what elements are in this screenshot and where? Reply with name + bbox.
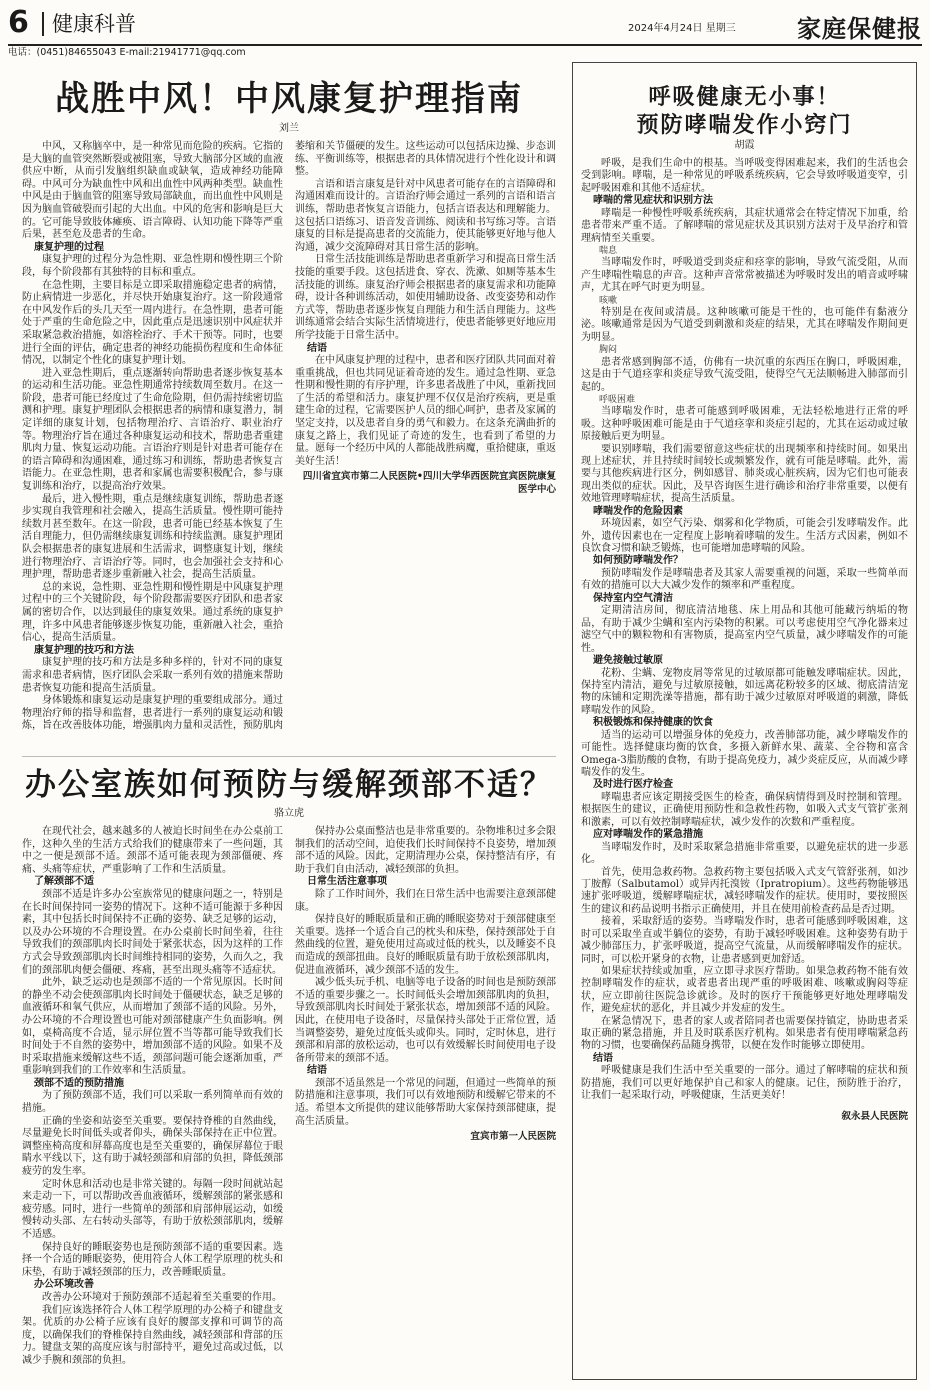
subheading: 结语	[307, 342, 327, 354]
paragraph: 颈部不适虽然是一个常见的问题，但通过一些简单的预防措施和注意事项，我们可以有效地预防和缓解它带来的不适。希望本文所提供的建议能够帮助大家保持颈部健康，提高生活质量。	[295, 1077, 556, 1127]
paragraph: 正确的坐姿和站姿至关重要。要保持脊椎的自然曲线，尽量避免长时间低头或者仰头，确保头部保持在正中位置。调整座椅高度和屏幕高度也是至关重要的，确保屏幕位于眼睛水平线以下，这有助于减轻颈部和肩部的负担，降低颈部疲劳的发生率。	[22, 1115, 283, 1178]
masthead	[8, 6, 922, 44]
author-affiliation: 叙永县人民医院	[841, 1110, 908, 1122]
paragraph: 在中风康复护理的过程中，患者和医疗团队共同面对着重重挑战，但也共同见证着奇迹的发生。通过急性期、亚急性期和慢性期的有序护理，许多患者战胜了中风，重新找回了生活的希望和活力。康复护理不仅仅是治疗疾病，更是重建生命的过程，它需要医护人员的细心呵护，患者及家属的坚定支持，以及患者自身的勇气和毅力。在这条充满曲折的康复之路上，我们见证了奇迹的发生，也看到了希望的力量。愿每一个经历中风的人都能战胜病魔，重拾健康，重返美好生活！	[295, 355, 556, 467]
article-neck-discomfort	[22, 756, 556, 1376]
paragraph: 为了预防颈部不适，我们可以采取一系列简单而有效的措施。	[22, 1090, 283, 1115]
title-line-1: 呼吸健康无小事！	[648, 84, 841, 110]
paragraph: 要识别哮喘，我们需要留意这些症状的出现频率和持续时间。如果出现上述症状，并且持续时间较长或频繁发作，就有可能是哮喘。此外，需要与其他疾病进行区分，例如感冒、肺炎或心脏疾病，因为它们也可能表现出类似的症状。因此，及早咨询医生进行确诊和治疗非常重要，以便有效地管理哮喘症状，提高生活质量。	[581, 443, 908, 505]
contact-line: 电话：(0451)84655043 E-mail:21941771@qq.com	[8, 44, 922, 58]
subheading: 应对哮喘发作的紧急措施	[593, 829, 703, 841]
paragraph: 言语和语言康复是针对中风患者可能存在的言语障碍和沟通困难而设计的。言语治疗师会通过一系列的言语和语言训练，帮助患者恢复言语能力，包括言语表达和理解能力。这包括口语练习、语音发音训练、阅读和书写练习等。言语康复的目标是提高患者的交流能力，使其能够更好地与他人沟通，减少交流障碍对其日常生活的影响。	[295, 178, 556, 253]
paragraph: 预防哮喘发作是哮喘患者及其家人需要重视的问题，采取一些简单而有效的措施可以大大减少发作的频率和严重程度。	[581, 567, 908, 592]
article-body	[581, 158, 908, 1123]
symptom-subheading: 喘息	[599, 246, 618, 257]
paragraph: 进入亚急性期后，重点逐渐转向帮助患者逐步恢复基本的运动和生活功能。亚急性期通常持续数周至数月。在这一阶段，患者可能已经度过了生命危险期，但仍需持续密切监测和护理。康复护理团队会根据患者的病情和康复潜力，制定详细的康复计划，包括物理治疗、言语治疗、职业治疗等。物理治疗旨在通过各种康复运动和技术，帮助患者重建肌肉力量、恢复运动功能。言语治疗则是针对患者可能存在的语言障碍和沟通困难，通过练习和训练，帮助患者恢复言语能力。在亚急性期，患者和家属也需要积极配合，参与康复训练和治疗，以提高治疗效果。	[22, 367, 283, 493]
article-title: 战胜中风！中风康复护理指南	[55, 79, 523, 119]
title-line-2: 预防哮喘发作小窍门	[636, 112, 853, 138]
paragraph: 花粉、尘螨、宠物皮屑等常见的过敏原都可能触发哮喘症状。因此，保持室内清洁，避免与过敏原接触，如远离花粉较多的区域、彻底清洁宠物的床铺和定期洗澡等措施，都有助于减少过敏原对呼吸道的刺激，降低哮喘发作的风险。	[581, 667, 908, 716]
paragraph: 当哮喘发作时，患者可能感到呼吸困难，无法轻松地进行正常的呼吸。这种呼吸困难可能是由于气道痉挛和炎症引起的，尤其在运动或过敏原接触后更为明显。	[581, 406, 908, 443]
paragraph: 中风，又称脑卒中，是一种常见而危险的疾病。它指的是大脑的血管突然断裂或被阻塞，导致大脑部分区域的血液供应中断，从而引发脑组织缺血或缺氧，造成神经功能障碍。中风可分为缺血性中风和出血性中风两种类型。缺血性中风是由于脑血管的阻塞导致局部缺血，而出血性中风则是因为脑血管破裂而引起的大出血。中风的危害和影响是巨大的。它可能导致肢体瘫痪、语言障碍、认知功能下降等严重后果，甚至危及患者的生命。	[22, 141, 283, 241]
paragraph: 呼吸，是我们生命中的根基。当呼吸变得困难起来，我们的生活也会受到影响。哮喘，是一种常见的呼吸系统疾病，它会导致呼吸道变窄，引起呼吸困难和其他不适症状。	[581, 158, 908, 194]
author-affiliation: 四川省宜宾市第二人民医院•四川大学华西医院宜宾医院康复医学中心	[302, 471, 556, 496]
subheading: 康复护理的过程	[34, 241, 104, 253]
article-stroke-rehab	[22, 76, 556, 730]
article-author: 骆立虎	[274, 808, 304, 819]
subheading: 哮喘的常见症状和识别方法	[593, 195, 713, 207]
paragraph: 当哮喘发作时，及时采取紧急措施非常重要，以避免症状的进一步恶化。	[581, 841, 908, 866]
article-asthma	[572, 62, 917, 1380]
article-title	[581, 83, 908, 139]
symptom-subheading: 咳嗽	[599, 295, 618, 306]
paragraph: 呼吸健康是我们生活中至关重要的一部分。通过了解哮喘的症状和预防措施，我们可以更好地保护自己和家人的健康。记住，预防胜于治疗，让我们一起采取行动，呼吸健康，生活更美好！	[581, 1065, 908, 1102]
paragraph: 康复护理的技巧和方法是多种多样的，针对不同的康复需求和患者病情，医疗团队会采取一系列有效的措施来帮助患者恢复功能和提高生活质量。	[22, 657, 283, 694]
article-body	[22, 826, 556, 1382]
symptom-subheading: 胸闷	[599, 345, 618, 356]
paragraph: 颈部不适是许多办公室族常见的健康问题之一，特别是在长时间保持同一姿势的情况下。这种不适可能源于多种因素，其中包括长时间保持不正确的姿势、缺乏足够的运动，以及办公环境的不合理设置。在办公桌前长时间坐着，往往导致我们的颈部肌肉长时间处于紧张状态，因为这样的工作方式会导致颈部肌肉长时间维持相同的姿势，久而久之，我们的颈部肌肉便会僵硬、疼痛，甚至出现头痛等不适症状。	[22, 888, 283, 976]
symptom-subheading: 呼吸困难	[599, 394, 636, 405]
paragraph: 首先，使用急救药物。急救药物主要包括吸入式支气管舒张剂，如沙丁胺醇（Salbutamol）或异丙托溴铵（Ipratropium）。这些药物能够迅速扩张呼吸道，缓解哮喘症状，减轻哮喘发作的症状。使用时，要按照医生的建议和药品说明书指示正确使用，并且在使用前检查药品是否过期。	[581, 866, 908, 915]
paragraph: 改善办公环境对于预防颈部不适起着至关重要的作用。	[42, 1291, 282, 1303]
paragraph: 保持良好的睡眠姿势也是预防颈部不适的重要因素。选择一个合适的睡眠姿势，使用符合人体工程学原理的枕头和床垫，有助于减轻颈部的压力，改善睡眠质量。	[22, 1241, 283, 1278]
newspaper-name: 家庭保健报	[797, 15, 922, 43]
subheading: 办公环境改善	[34, 1279, 94, 1291]
subheading: 结语	[307, 1065, 327, 1077]
paragraph: 定时休息和活动也是非常关键的。每隔一段时间就站起来走动一下，可以帮助改善血液循环，缓解颈部的紧张感和疲劳感。同时，进行一些简单的颈部和肩部伸展运动，如缓慢转动头部、左右转动头部等，有助于放松颈部肌肉，缓解不适感。	[22, 1178, 283, 1240]
paragraph: 在现代社会，越来越多的人被迫长时间坐在办公桌前工作，这种久坐的生活方式给我们的健康带来了一些问题，其中之一便是颈部不适。颈部不适可能表现为颈部僵硬、疼痛、头痛等症状，严重影响了工作和生活质量。	[22, 826, 283, 875]
paragraph: 保持办公桌面整洁也是非常重要的。杂物堆积过多会限制我们的活动空间，迫使我们长时间保持不良姿势，增加颈部不适的风险。因此，定期清理办公桌，保持整洁有序，有助于我们自由活动，减轻颈部的负担。	[295, 826, 556, 875]
paragraph: 总的来说，急性期、亚急性期和慢性期是中风康复护理过程中的三个关键阶段，每个阶段都需要医疗团队和患者家属的密切合作，以达到最佳的康复效果。通过系统的康复护理，许多中风患者能够逐步恢复功能，重新融入社会，重拾信心，提高生活质量。	[22, 581, 283, 644]
paragraph: 日常生活技能训练是帮助患者重新学习和提高日常生活技能的重要手段。这包括进食、穿衣、洗漱、如厕等基本生活技能的训练。康复治疗师会根据患者的康复需求和功能障碍，设计各种训练活动，如使用辅助设备、改变姿势和动作方式等，帮助患者逐步恢复自理能力和生活自理能力。这些训练通常会结合实际生活情境进行，使患者能够更好地应用所学技能于日常生活中。	[295, 254, 556, 341]
page-number: 6	[8, 5, 29, 40]
paragraph: 最后，进入慢性期，重点是继续康复训练，帮助患者逐步实现自我管理和社会融入，提高生活质量。慢性期可能持续数月甚至数年。在这一阶段，患者可能已经基本恢复了生活自理能力，但仍需继续康复训练和持续监测。康复护理团队会根据患者的康复进展和生活需求，调整康复计划，继续进行物理治疗、言语治疗等。同时，也会加强社会支持和心理护理，帮助患者逐步重新融入社会，提高生活质量。	[22, 493, 283, 581]
subheading: 康复护理的技巧和方法	[34, 644, 134, 656]
article-title: 办公室族如何预防与缓解颈部不适？	[25, 767, 553, 803]
subheading: 了解颈部不适	[34, 876, 94, 888]
paragraph: 减少低头玩手机、电脑等电子设备的时间也是预防颈部不适的重要步骤之一。长时间低头会增加颈部肌肉的负担，导致颈部肌肉长时间处于紧张状态，增加颈部不适的风险。因此，在使用电子设备时，尽量保持头部处于正常位置，适当调整姿势，避免过度低头或仰头。同时，定时休息，进行颈部和肩部的放松运动，也可以有效缓解长时间使用电子设备所带来的颈部不适。	[295, 977, 556, 1064]
issue-date: 2024年4月24日 星期三	[628, 23, 736, 34]
subheading: 结语	[593, 1052, 613, 1064]
subheading: 如何预防哮喘发作？	[593, 555, 683, 567]
article-author: 刘兰	[279, 123, 299, 134]
paragraph: 除了工作时间外，我们在日常生活中也需要注意颈部健康。	[295, 888, 556, 913]
subheading: 及时进行医疗检查	[593, 779, 673, 791]
paragraph: 接着，采取舒适的姿势。当哮喘发作时，患者可能感到呼吸困难，这时可以采取坐直或半躺位的姿势，有助于减轻呼吸困难。这种姿势有助于减少肺部压力，扩张呼吸道，提高空气流量，从而缓解哮喘发作的症状。同时，可以松开紧身的衣物，让患者感到更加舒适。	[581, 916, 908, 965]
paragraph: 特别是在夜间或清晨。这种咳嗽可能是干性的，也可能伴有黏液分泌。咳嗽通常是因为气道受到刺激和炎症的结果，尤其在哮喘发作期间更为明显。	[581, 307, 908, 343]
paragraph: 当哮喘发作时，呼吸道受到炎症和痉挛的影响，导致气流受阻，从而产生哮喘性喘息的声音。这种声音常常被描述为呼吸时发出的哨音或呼啸声，尤其在呼气时更为明显。	[581, 257, 908, 294]
subheading: 避免接触过敏原	[593, 655, 663, 666]
paragraph: 身体锻炼和康复运动是康复护理的重要组成部分。通过物理治疗师的指导和监督，患者进行一系列的康复运动和锻炼，旨在改善肢体功能，增强肌肉力量和灵活性，预防肌肉萎缩和关节僵硬的发生。这些运动可以包括床边操、步态训练、平衡训练等，根据患者的具体情况进行个性化设计和调整。	[22, 141, 556, 732]
paragraph: 患者常感到胸部不适，仿佛有一块沉重的东西压在胸口，呼吸困难，这是由于气道痉挛和炎症导致气流受阻，使得空气无法顺畅进入肺部而引起的。	[581, 356, 908, 393]
paragraph: 如果症状持续或加重，应立即寻求医疗帮助。如果急救药物不能有效控制哮喘发作的症状，或者患者出现严重的呼吸困难、咳嗽或胸闷等症状，应立即前往医院急诊就诊。及时的医疗干预能够更好地处理哮喘发作，避免症状的恶化，并且减少并发症的发生。	[581, 965, 908, 1015]
subheading: 日常生活注意事项	[307, 876, 387, 888]
paragraph: 哮喘是一种慢性呼吸系统疾病，其症状通常会在特定情况下加重，给患者带来严重不适。了解哮喘的常见症状及其识别方法对于及早治疗和管理病情至关重要。	[581, 207, 908, 244]
author-affiliation: 宜宾市第一人民医院	[470, 1131, 556, 1143]
paragraph: 环境因素，如空气污染、烟雾和化学物质，可能会引发哮喘发作。此外，遗传因素也在一定程度上影响着哮喘的发生。生活方式因素，例如不良饮食习惯和缺乏锻炼，也可能增加患哮喘的风险。	[581, 518, 908, 554]
paragraph: 哮喘患者应该定期接受医生的检查，确保病情得到及时控制和管理。根据医生的建议，正确使用预防性和急救性药物，如吸入式支气管扩张剂和激素，可以有效控制哮喘症状，减少发作的次数和严重程度。	[581, 792, 908, 828]
article-body	[22, 141, 556, 733]
paragraph: 我们应该选择符合人体工程学原理的办公椅子和键盘支架。优质的办公椅子应该有良好的腰部支撑和可调节的高度，以确保我们的脊椎保持自然曲线，减轻颈部和背部的压力。键盘支架的高度应该与肘部持平，避免过高或过低，以减少手腕和颈部的负担。	[22, 1304, 283, 1366]
paragraph: 保持良好的睡眠质量和正确的睡眠姿势对于颈部健康至关重要。选择一个适合自己的枕头和床垫，保持颈部处于自然曲线的位置，避免使用过高或过低的枕头，以及睡姿不良而造成的颈部扭曲。良好的睡眠质量有助于放松颈部肌肉，促进血液循环，减少颈部不适的发生。	[295, 914, 556, 976]
section-title: 健康科普	[42, 12, 136, 36]
article-author: 胡霞	[734, 140, 755, 151]
paragraph: 康复护理的过程分为急性期、亚急性期和慢性期三个阶段，每个阶段都有其独特的目标和重点。	[22, 254, 283, 278]
subheading: 保持室内空气清洁	[593, 592, 673, 604]
paragraph: 定期清洁房间，彻底清洁地毯、床上用品和其他可能藏污纳垢的物品，有助于减少尘螨和室内污染物的积累。可以考虑使用空气净化器来过滤空气中的颗粒物和有害物质，提高室内空气质量，减少哮喘发作的可能性。	[581, 605, 908, 654]
paragraph: 此外，缺乏运动也是颈部不适的一个常见原因。长时间的静坐不动会使颈部肌肉长时间处于僵硬状态，缺乏足够的血液循环和氧气供应，从而增加了颈部不适的风险。另外，办公环境的不合理设置也可能对颈部健康产生负面影响。例如，桌椅高度不合适，显示屏位置不当等都可能导致我们长时间处于不自然的姿势中，增加颈部不适的风险。如果不及时采取措施来缓解这些不适，颈部问题可能会逐渐加重，严重影响到我们的工作效率和生活质量。	[22, 977, 283, 1077]
subheading: 积极锻炼和保持健康的饮食	[593, 717, 713, 729]
subheading: 哮喘发作的危险因素	[593, 505, 683, 517]
subheading: 颈部不适的预防措施	[34, 1077, 124, 1089]
paragraph: 在急性期，主要目标是立即采取措施稳定患者的病情，防止病情进一步恶化，并尽快开始康复治疗。这一阶段通常在中风发作后的头几天至一周内进行。在急性期，患者可能处于严重的生命危险之中，因此重点是迅速识别中风症状并采取紧急救治措施，如溶栓治疗、手术干预等。同时，也要进行全面的评估，确定患者的神经功能损伤程度和生命体征情况，以制定个性化的康复护理计划。	[22, 279, 283, 367]
paragraph: 在紧急情况下，患者的家人或者陪同者也需要保持镇定，协助患者采取正确的紧急措施，并且及时联系医疗机构。如果患者有使用哮喘紧急药物的习惯，也要确保药品随身携带，以便在发作时能够立即使用。	[581, 1015, 908, 1052]
paragraph: 适当的运动可以增强身体的免疫力，改善肺部功能，减少哮喘发作的可能性。选择健康均衡的饮食，多摄入新鲜水果、蔬菜、全谷物和富含Omega-3脂肪酸的食物，有助于提高免疫力，减少炎症反应，从而减少哮喘发作的发生。	[581, 729, 908, 779]
